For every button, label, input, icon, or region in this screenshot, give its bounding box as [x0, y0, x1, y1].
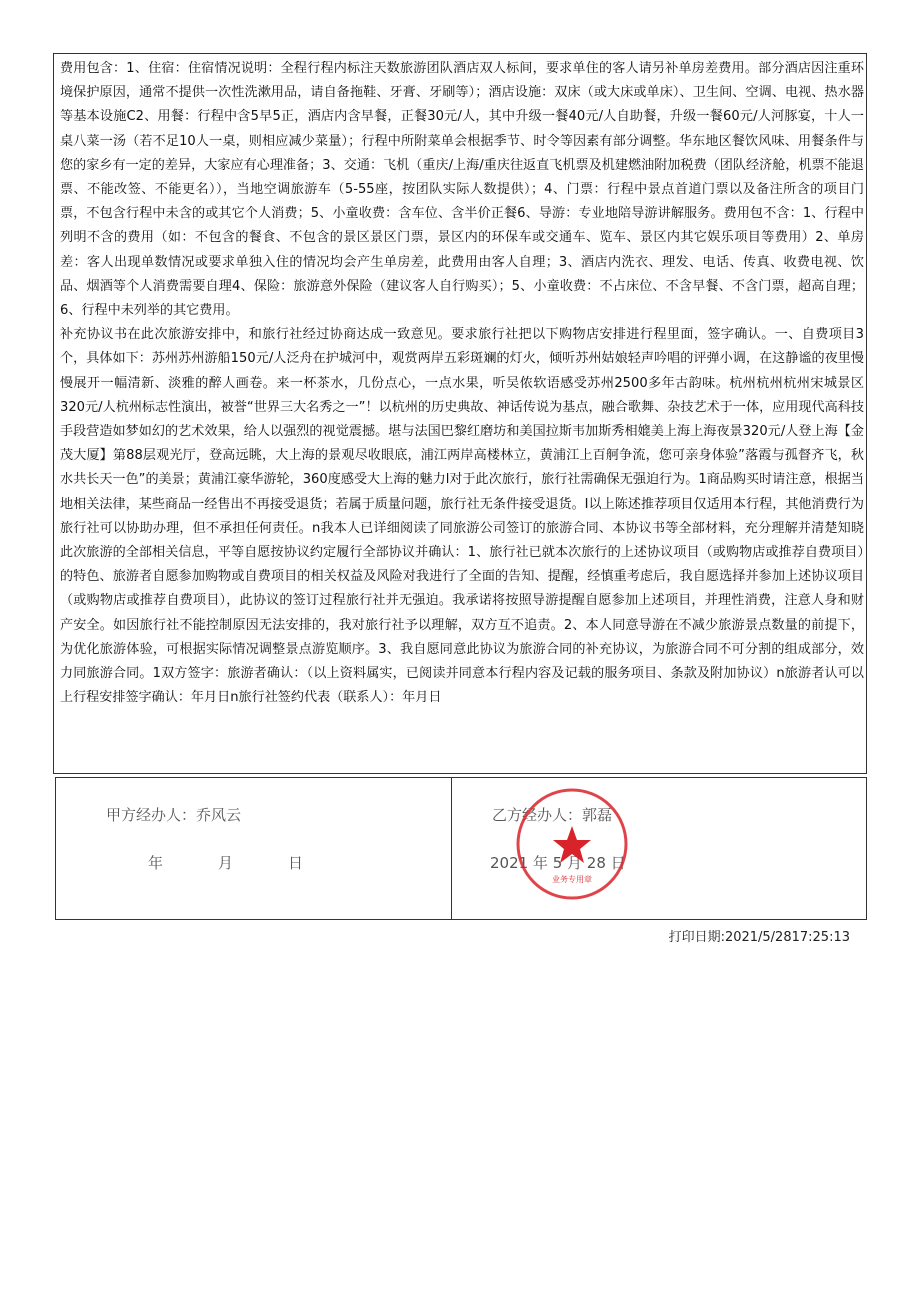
party-b-cell — [452, 778, 867, 919]
seal-star-icon — [553, 826, 591, 863]
supplement-agreement-paragraph: 补充协议书在此次旅游安排中，和旅行社经过协商达成一致意见。要求旅行社把以下购物店安排进行程里面，签字确认。一、自费项目3个，具体如下：苏州苏州游船150元/人泛舟在护城河中，观赏两岸五彩斑斓的灯火，倾听苏州姑娘轻声吟唱的评弹小调，在这静谧的夜里慢慢展开一幅清新、淡雅的醉人画卷。来一杯茶水，几份点心，一点水果，听吴侬软语感受苏州2500多年古韵味。杭州杭州杭州宋城景区320元/人杭州标志性演出，被誉“世界三大名秀之一”！以杭州的历史典故、神话传说为基点，融合歌舞、杂技艺术于一体，应用现代高科技手段营造如梦如幻的艺术效果，给人以强烈的视觉震撼。堪与法国巴黎红磨坊和美国拉斯韦加斯秀相媲美上海上海夜景320元/人登上海【金茂大厦】第88层观光厅，登高远眺，大上海的景观尽收眼底，浦江两岸高楼林立，黄浦江上百舸争流，您可亲身体验”落霞与孤督齐飞，秋水共长天一色”的美景；黄浦江豪华游轮，360度感受大上海的魅力l对于此次旅行，旅行社需确保无强迫行为。1商品购买时请注意，根据当地相关法律，某些商品一经售出不再接受退货；若属于质量问题，旅行社无条件接受退货。I以上陈述推荐项目仅适用本行程，其他消费行为旅行社可以协助办理，但不承担任何责任。n我本人已详细阅读了同旅游公司签订的旅游合同、本协议书等全部材料，充分理解并清楚知晓此次旅游的全部相关信息，平等自愿按协议约定履行全部协议并确认：1、旅行社已就本次旅行的上述协议项目（或购物店或推荐自费项目）的特色、旅游者自愿参加购物或自费项目的相关权益及风险对我进行了全面的告知、提醒，经慎重考虑后，我自愿选择并参加上述协议项目（或购物店或推荐自费项目），此协议的签订过程旅行社并无强迫。我承诺将按照导游提醒自愿参加上述项目，并理性消费，注意人身和财产安全。如因旅行社不能控制原因无法安排的，我对旅行社予以理解，双方互不追责。2、本人同意导游在不减少旅游景点数量的前提下，为优化旅游体验，可根据实际情况调整景点游览顺序。3、我自愿同意此协议为旅游合同的补充协议，为旅游合同不可分割的组成部分，效力同旅游合同。1双方签字：旅游者确认：（以上资料属实，已阅读并同意本行程内容及记载的服务项目、条款及附加协议）n旅游者认可以上行程安排签字确认：年月日n旅行社签约代表（联系人）：年月日 — [60, 327, 864, 706]
party-a-day: 日 — [288, 854, 304, 872]
fee-paragraph: 费用包含：1、住宿：住宿情况说明：全程行程内标注天数旅游团队酒店双人标间，要求单住的客人请另补单房差费用。部分酒店因注重环境保护原因，通常不提供一次性洗漱用品，请自备拖鞋、牙膏、牙刷等）；酒店设施：双床（或大床或单床）、卫生间、空调、电视、热水器等基本设施C2、用餐：行程中含5早5正，酒店内含早餐，正餐30元/人，其中升级一餐40元/人自助餐，升级一餐60元/人河豚宴，十人一桌八菜一汤（若不足10人一桌，则相应减少菜量）；行程中所附菜单会根据季节、时令等因素有部分调整。华东地区餐饮风味、用餐条件与您的家乡有一定的差异，大家应有心理准备；3、交通：飞机（重庆/上海/重庆往返直飞机票及机建燃油附加税费（团队经济舱，机票不能退票、不能改签、不能更名）），当地空调旅游车（5-55座，按团队实际人数提供）；4、门票：行程中景点首道门票以及备注所含的项目门票，不包含行程中未含的或其它个人消费；5、小童收费：含车位、含半价正餐6、导游：专业地陪导游讲解服务。费用包不含：1、行程中列明不含的费用（如：不包含的餐食、不包含的景区景区门票，景区内的环保车或交通车、览车、景区内其它娱乐项目等费用）2、单房差：客人出现单数情况或要求单独入住的情况均会产生单房差，此费用由客人自理；3、酒店内洗衣、理发、电话、传真、收费电视、饮品、烟酒等个人消费需要自理4、保险：旅游意外保险（建议客人自行购买）；5、小童收费：不占床位、不含早餐、不含门票，超高自理；6、行程中未列举的其它费用。 — [60, 61, 864, 319]
party-a-month: 月 — [218, 854, 234, 872]
fee-description-box — [53, 53, 867, 774]
party-b-date: 2021 年 5 月 28 日 — [490, 854, 626, 872]
print-date: 打印日期:2021/5/2817:25:13 — [668, 930, 850, 945]
party-a-cell — [56, 778, 451, 919]
party-a-date — [148, 852, 303, 873]
party-b-agent: 乙方经办人：郭磊 — [492, 806, 613, 824]
signature-table — [55, 777, 867, 920]
seal-label: 业务专用章 — [552, 875, 592, 884]
company-seal — [514, 786, 630, 902]
party-a-year: 年 — [148, 854, 164, 872]
party-a-agent: 甲方经办人：乔风云 — [106, 806, 242, 824]
